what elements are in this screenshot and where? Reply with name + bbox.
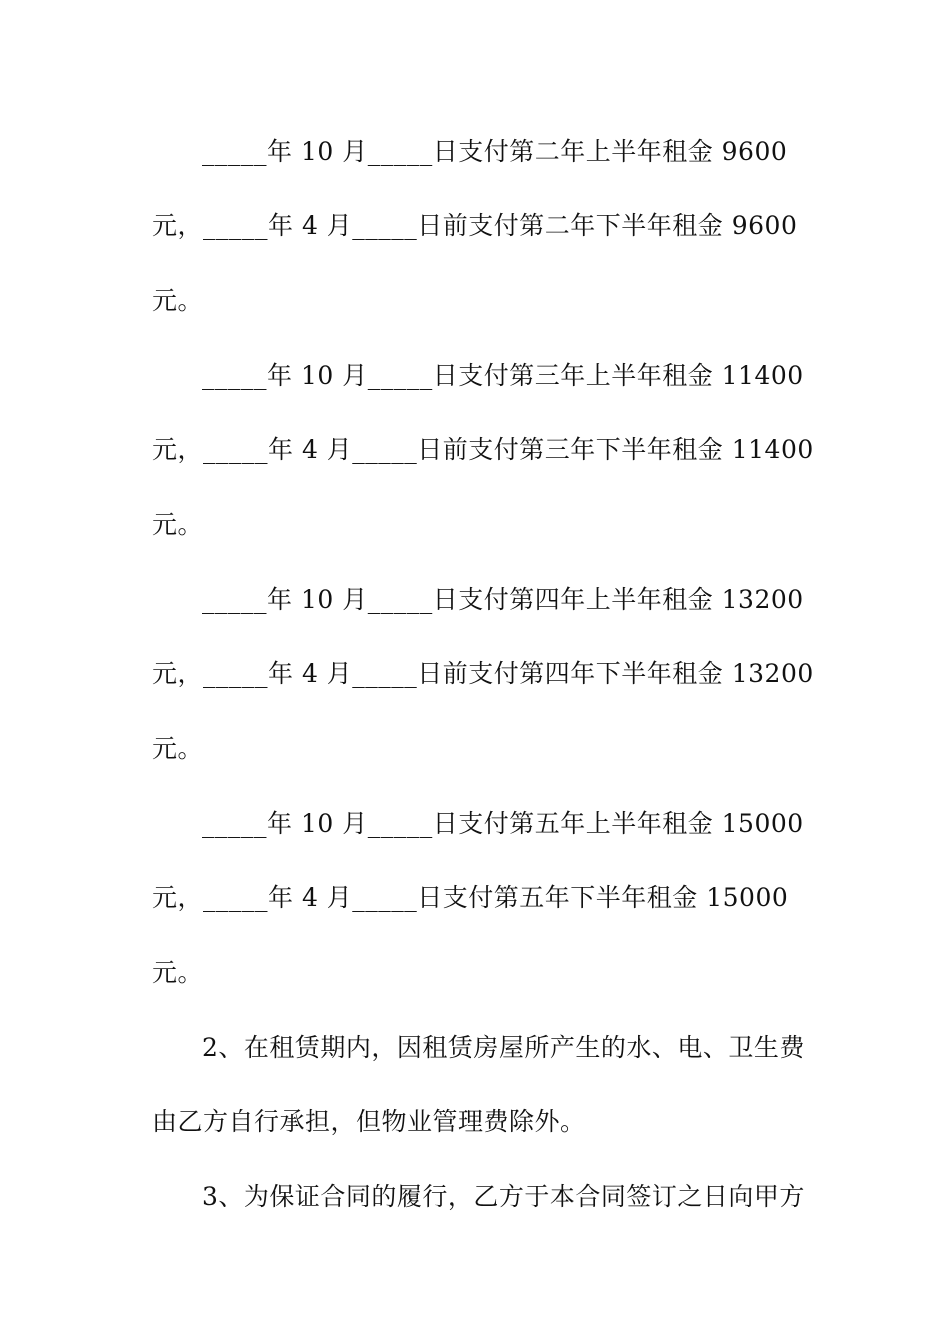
paragraph-line: 由乙方自行承担，但物业管理费除外。	[152, 1107, 586, 1136]
paragraph-line: 3、为保证合同的履行，乙方于本合同签订之日向甲方	[202, 1182, 805, 1211]
paragraph-line: 元。	[152, 958, 204, 987]
paragraph-line: _____年 10 月_____日支付第四年上半年租金 13200	[202, 585, 804, 614]
paragraph-line: 元。	[152, 286, 204, 315]
paragraph-line: 元，_____年 4 月_____日前支付第三年下半年租金 11400	[152, 435, 814, 464]
paragraph-line: 元，_____年 4 月_____日前支付第二年下半年租金 9600	[152, 211, 798, 240]
paragraph-line: 元，_____年 4 月_____日前支付第四年下半年租金 13200	[152, 659, 814, 688]
paragraph-line: _____年 10 月_____日支付第三年上半年租金 11400	[202, 361, 804, 390]
paragraph-line: 元。	[152, 734, 204, 763]
paragraph-line: _____年 10 月_____日支付第五年上半年租金 15000	[202, 809, 804, 838]
paragraph-line: 元，_____年 4 月_____日支付第五年下半年租金 15000	[152, 883, 789, 912]
paragraph-line: 元。	[152, 510, 204, 539]
paragraph-line: _____年 10 月_____日支付第二年上半年租金 9600	[202, 137, 788, 166]
paragraph-line: 2、在租赁期内，因租赁房屋所产生的水、电、卫生费	[202, 1033, 805, 1062]
